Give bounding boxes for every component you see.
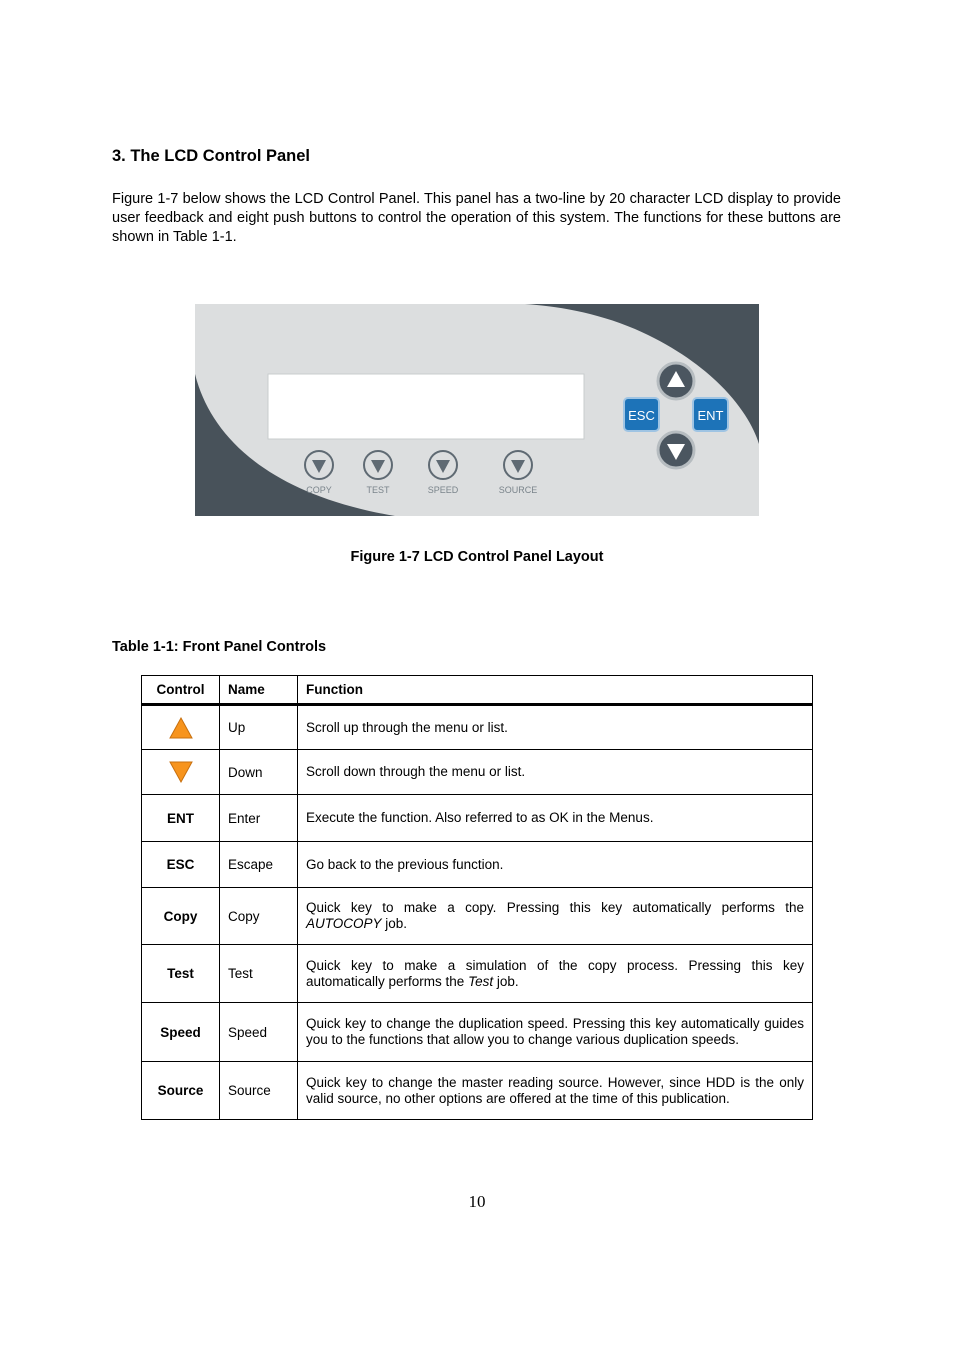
name-cell: Escape	[220, 842, 298, 888]
function-cell: Scroll down through the menu or list.	[298, 750, 813, 795]
function-cell: Quick key to make a simulation of the copy process. Pressing this key automatically performs the Test job.	[298, 945, 813, 1003]
lcd-control-panel-figure	[195, 304, 759, 516]
name-cell: Copy	[220, 888, 298, 945]
function-cell: Go back to the previous function.	[298, 842, 813, 888]
name-cell: Source	[220, 1062, 298, 1120]
control-cell: Source	[142, 1062, 220, 1120]
test-key-label: TEST	[366, 485, 390, 495]
table-row	[142, 705, 813, 750]
control-cell: Test	[142, 945, 220, 1003]
control-cell: ENT	[142, 795, 220, 842]
header-control: Control	[142, 676, 220, 705]
intro-paragraph: Figure 1-7 below shows the LCD Control Panel. This panel has a two-line by 20 character LCD display to provide user feedback and eight push buttons to control the operation of this system. The functions for these buttons are shown in Table 1-1.	[112, 191, 841, 245]
function-cell: Quick key to make a copy. Pressing this key automatically performs the AUTOCOPY job.	[298, 888, 813, 945]
lcd-display	[268, 374, 584, 439]
table-row	[142, 945, 813, 1003]
section-heading: 3. The LCD Control Panel	[112, 147, 311, 165]
header-name: Name	[220, 676, 298, 705]
ent-key-label: ENT	[697, 408, 724, 423]
table-row	[142, 795, 813, 842]
control-cell: Copy	[142, 888, 220, 945]
table-row	[142, 1062, 813, 1120]
table-row	[142, 1003, 813, 1062]
table-row	[142, 842, 813, 888]
speed-soft-key-icon	[429, 451, 457, 479]
esc-key-label: ESC	[628, 408, 655, 423]
control-cell	[142, 705, 220, 750]
figure-caption: Figure 1-7 LCD Control Panel Layout	[350, 549, 604, 565]
name-cell: Speed	[220, 1003, 298, 1062]
name-cell: Test	[220, 945, 298, 1003]
function-cell: Quick key to change the duplication speed. Pressing this key automatically guides you to the functions that allow you to change various duplication speeds.	[298, 1003, 813, 1062]
test-soft-key-icon	[364, 451, 392, 479]
name-cell: Up	[220, 705, 298, 750]
function-cell: Scroll up through the menu or list.	[298, 705, 813, 750]
header-function: Function	[298, 676, 813, 705]
table-header-row	[142, 676, 813, 705]
source-key-label: SOURCE	[498, 485, 538, 495]
down-key-icon	[658, 432, 694, 468]
copy-soft-key-icon	[305, 451, 333, 479]
page-number: 10	[468, 1192, 486, 1211]
control-cell: ESC	[142, 842, 220, 888]
table-row	[142, 888, 813, 945]
down-triangle-icon	[169, 761, 193, 783]
function-cell: Execute the function. Also referred to as OK in the Menus.	[298, 795, 813, 842]
table-title: Table 1-1: Front Panel Controls	[112, 639, 327, 655]
table-row	[142, 750, 813, 795]
ent-key	[693, 398, 728, 431]
source-soft-key-icon	[504, 451, 532, 479]
name-cell: Enter	[220, 795, 298, 842]
control-cell	[142, 750, 220, 795]
up-triangle-icon	[169, 717, 193, 739]
front-panel-controls-table	[141, 675, 813, 1120]
esc-key	[624, 398, 659, 431]
speed-key-label: SPEED	[427, 485, 459, 495]
function-cell: Quick key to change the master reading source. However, since HDD is the only valid source, no other options are offered at the time of this publication.	[298, 1062, 813, 1120]
copy-key-label: COPY	[306, 485, 332, 495]
name-cell: Down	[220, 750, 298, 795]
control-cell: Speed	[142, 1003, 220, 1062]
up-key-icon	[658, 363, 694, 399]
